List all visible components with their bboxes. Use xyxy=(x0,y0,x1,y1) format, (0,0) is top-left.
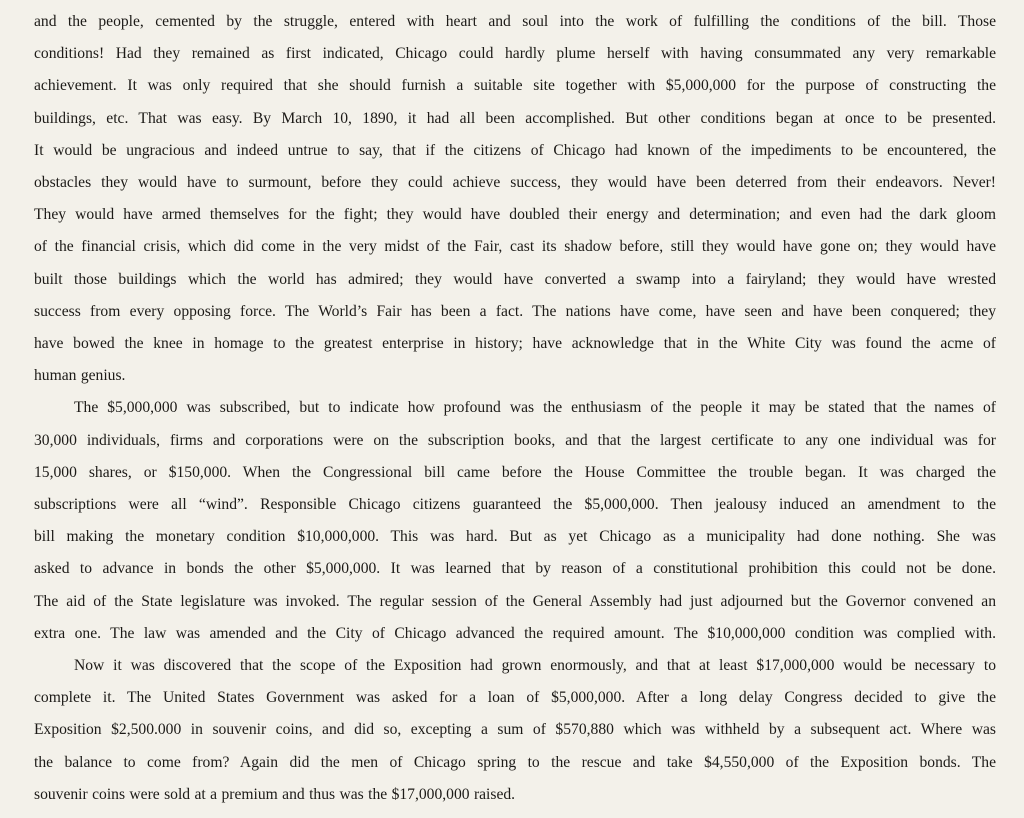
text-line: The aid of the State legislature was invoked. The regular session of the General Assembly had just adjourned but the Governor convened an xyxy=(34,592,996,610)
text-line: asked to advance in bonds the other $5,000,000. It was learned that by reason of a constitutional prohibition this could not be done. xyxy=(34,560,996,578)
text-line: success from every opposing force. The World’s Fair has been a fact. The nations have come, have seen and have been conquered; they xyxy=(34,302,996,320)
text-line: extra one. The law was amended and the City of Chicago advanced the required amount. The $10,000,000 condition was complied with. xyxy=(34,624,996,642)
text-line: They would have armed themselves for the fight; they would have doubled their energy and determination; and even had the dark gloom xyxy=(34,206,996,224)
text-line: buildings, etc. That was easy. By March 10, 1890, it had all been accomplished. But other conditions began at once to be presented. xyxy=(34,109,996,127)
text-line: 30,000 individuals, firms and corporations were on the subscription books, and that the largest certificate to any one individual was for xyxy=(34,431,996,449)
text-line: have bowed the knee in homage to the greatest enterprise in history; have acknowledge that in the White City was found the acme of xyxy=(34,335,996,353)
text-line: 15,000 shares, or $150,000. When the Congressional bill came before the House Committee the trouble began. It was charged the xyxy=(34,463,996,481)
text-line: built those buildings which the world has admired; they would have converted a swamp into a fairyland; they would have wrested xyxy=(34,270,996,288)
text-line: Exposition $2,500.000 in souvenir coins, and did so, excepting a sum of $570,880 which was withheld by a subsequent act. Where was xyxy=(34,721,996,739)
text-line: and the people, cemented by the struggle, entered with heart and soul into the work of fulfilling the conditions of the bill. Those xyxy=(34,13,996,30)
text-line: The $5,000,000 was subscribed, but to indicate how profound was the enthusiasm of the people it may be stated that the names of xyxy=(74,399,996,417)
text-line: subscriptions were all “wind”. Responsible Chicago citizens guaranteed the $5,000,000. Then jealousy induced an amendment to the xyxy=(34,496,996,514)
text-line: achievement. It was only required that she should furnish a suitable site together with $5,000,000 for the purpose of constructing the xyxy=(34,77,996,95)
paragraph-1 xyxy=(34,6,996,392)
text-line: bill making the monetary condition $10,000,000. This was hard. But as yet Chicago as a municipality had done nothing. She was xyxy=(34,528,996,546)
text-line: human genius. xyxy=(34,367,126,385)
text-line: Now it was discovered that the scope of the Exposition had grown enormously, and that at least $17,000,000 would be necessary to xyxy=(74,657,996,675)
text-line: conditions! Had they remained as first indicated, Chicago could hardly plume herself with having consummated any very remarkable xyxy=(34,45,996,63)
text-line: souvenir coins were sold at a premium and thus was the $17,000,000 raised. xyxy=(34,785,516,803)
text-line: complete it. The United States Government was asked for a loan of $5,000,000. After a long delay Congress decided to give the xyxy=(34,689,996,707)
paragraph-2 xyxy=(34,392,996,650)
text-line: It would be ungracious and indeed untrue to say, that if the citizens of Chicago had known of the impediments to be encountered, the xyxy=(34,141,996,159)
text-line: the balance to come from? Again did the men of Chicago spring to the rescue and take $4,550,000 of the Exposition bonds. The xyxy=(34,753,996,771)
paragraph-3 xyxy=(34,650,996,811)
text-line: of the financial crisis, which did come in the very midst of the Fair, cast its shadow before, still they would have gone on; they would have xyxy=(34,238,996,256)
text-line: obstacles they would have to surmount, before they could achieve success, they would have been deterred from their endeavors. Never! xyxy=(34,174,996,192)
